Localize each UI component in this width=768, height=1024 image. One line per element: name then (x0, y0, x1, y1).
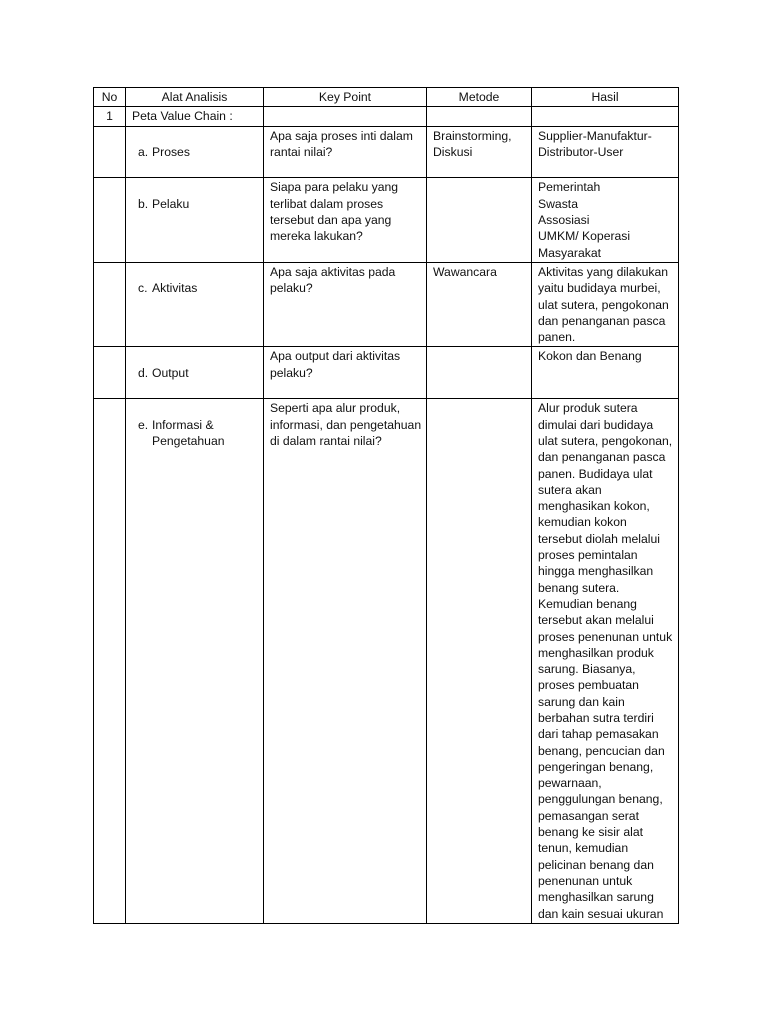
row-metode (427, 399, 532, 924)
row-key-point: Apa saja aktivitas pada pelaku? (264, 262, 427, 346)
row-letter: d. (138, 365, 149, 380)
row-hasil: Kokon dan Benang (532, 347, 679, 399)
row-letter: b. (138, 196, 149, 211)
row-no-cell (94, 399, 126, 924)
row-letter: e. (138, 417, 149, 432)
table-row (94, 262, 679, 346)
row-letter: a. (138, 144, 149, 159)
row-alat-cell (126, 399, 264, 924)
row-alat: Aktivitas (152, 281, 198, 296)
row-hasil: Supplier-Manufaktur-Distributor-User (532, 126, 679, 178)
row-key-point: Apa output dari aktivitas pelaku? (264, 347, 427, 399)
row-hasil: Pemerintah Swasta Assosiasi UMKM/ Koperasi Masyarakat (532, 178, 679, 262)
section-title: Peta Value Chain : (126, 107, 264, 126)
header-alat-analisis: Alat Analisis (126, 88, 264, 107)
row-alat: Informasi & Pengetahuan (152, 417, 225, 448)
row-hasil: Aktivitas yang dilakukan yaitu budidaya murbei, ulat sutera, pengokonan dan penanganan pasca panen. (532, 262, 679, 346)
header-no: No (94, 88, 126, 107)
table-row (94, 347, 679, 399)
row-key-point: Apa saja proses inti dalam rantai nilai? (264, 126, 427, 178)
row-alat-cell (126, 347, 264, 399)
table-row (94, 399, 679, 924)
header-hasil: Hasil (532, 88, 679, 107)
row-metode: Wawancara (427, 262, 532, 346)
row-key-point: Siapa para pelaku yang terlibat dalam proses tersebut dan apa yang mereka lakukan? (264, 178, 427, 262)
row-no-cell (94, 262, 126, 346)
header-metode: Metode (427, 88, 532, 107)
value-chain-table (93, 87, 679, 924)
row-metode: Brainstorming, Diskusi (427, 126, 532, 178)
section-row (94, 107, 679, 126)
row-alat-cell (126, 178, 264, 262)
row-no-cell (94, 178, 126, 262)
section-number: 1 (94, 107, 126, 126)
section-empty-metode (427, 107, 532, 126)
section-empty-hasil (532, 107, 679, 126)
row-no-cell (94, 126, 126, 178)
row-metode (427, 347, 532, 399)
row-hasil: Alur produk sutera dimulai dari budidaya ulat sutera, pengokonan, dan penanganan pasca panen. Budidaya ulat sutera akan menghasikan kokon, kemudian kokon tersebut diolah melalui proses pemintalan hingga menghasilkan benang sutera. Kemudian benang tersebut akan melalui proses penenunan untuk menghasilkan produk sarung. Biasanya, proses pembuatan sarung dan kain berbahan sutra terdiri dari tahap pemasakan benang, pencucian dan pengeringan benang, pewarnaan, penggulungan benang, pemasangan serat benang ke sisir alat tenun, kemudian pelicinan benang dan penenunan untuk menghasilkan sarung dan kain sesuai ukuran (532, 399, 679, 924)
row-alat-cell (126, 126, 264, 178)
table-row (94, 126, 679, 178)
row-key-point: Seperti apa alur produk, informasi, dan pengetahuan di dalam rantai nilai? (264, 399, 427, 924)
table-row (94, 178, 679, 262)
row-letter: c. (138, 281, 148, 296)
header-key-point: Key Point (264, 88, 427, 107)
table-header-row (94, 88, 679, 107)
row-alat: Proses (152, 144, 190, 159)
row-alat-cell (126, 262, 264, 346)
row-alat: Pelaku (152, 196, 190, 211)
section-empty-key (264, 107, 427, 126)
row-metode (427, 178, 532, 262)
row-no-cell (94, 347, 126, 399)
row-alat: Output (152, 365, 189, 380)
